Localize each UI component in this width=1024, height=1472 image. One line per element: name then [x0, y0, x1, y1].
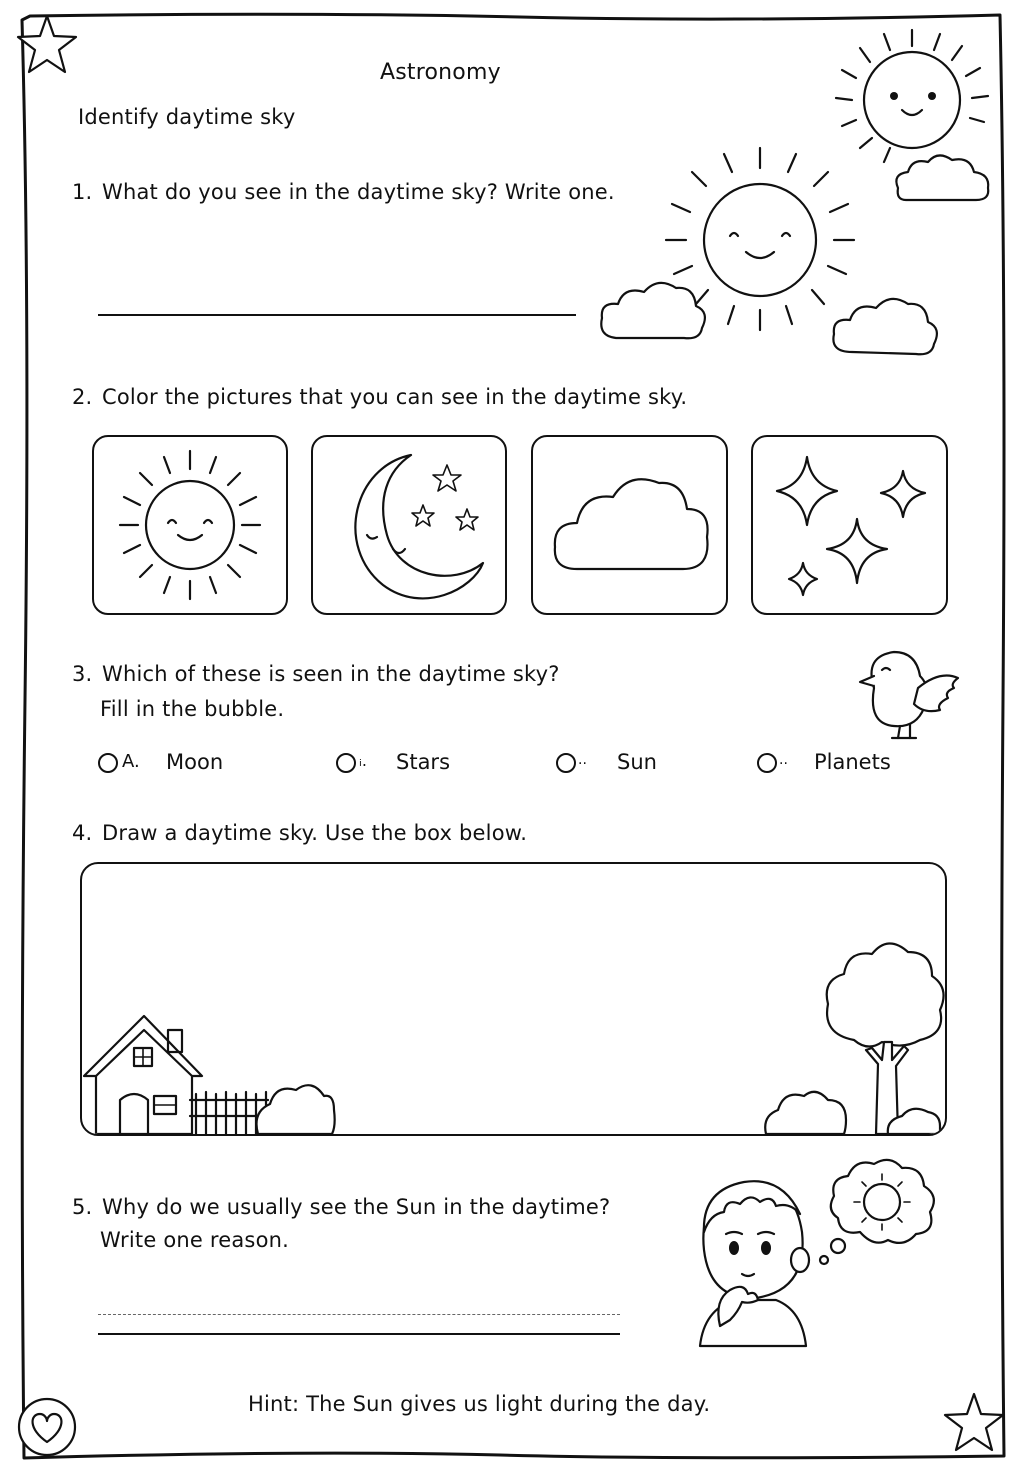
corner-heart-icon: [14, 1394, 80, 1460]
bubble[interactable]: [98, 753, 118, 773]
answer-guide-line-5: [98, 1314, 620, 1315]
page-subtitle: Identify daytime sky: [78, 105, 296, 129]
question-3: 3. Which of these is seen in the daytime sky?: [72, 662, 560, 686]
bird-icon: [854, 648, 964, 744]
question-2: 2. Color the pictures that you can see in the daytime sky.: [72, 385, 688, 409]
question-1: 1. What do you see in the daytime sky? Write one.: [72, 180, 615, 204]
question-5-instruction: Write one reason.: [100, 1228, 290, 1252]
question-4: 4. Draw a daytime sky. Use the box below.: [72, 821, 528, 845]
question-3-instruction: Fill in the bubble.: [100, 697, 285, 721]
thinking-boy-icon: [690, 1150, 950, 1350]
answer-line-1[interactable]: [98, 314, 576, 316]
bubble[interactable]: [336, 753, 356, 773]
tree-icon: [765, 943, 943, 1134]
house-scene-illustration: [82, 864, 945, 1134]
option-a[interactable]: A. Moon: [98, 750, 298, 780]
house-icon: [84, 1016, 202, 1134]
picture-box-stars[interactable]: [751, 435, 948, 615]
picture-box-cloud[interactable]: [531, 435, 728, 615]
picture-box-sun[interactable]: [92, 435, 288, 615]
hint-text: Hint: The Sun gives us light during the day.: [248, 1392, 711, 1416]
sun-with-clouds-icon: [596, 146, 940, 360]
bubble[interactable]: [757, 753, 777, 773]
option-b[interactable]: ᵢ. Stars: [336, 750, 536, 780]
stars-icon: [753, 437, 946, 613]
corner-star-icon: [940, 1390, 1008, 1456]
moon-icon: [313, 437, 505, 613]
option-c[interactable]: .. Sun: [556, 750, 756, 780]
corner-star-icon: [14, 12, 80, 78]
answer-line-5[interactable]: [98, 1333, 620, 1335]
sun-icon: [94, 437, 286, 613]
picture-box-moon[interactable]: [311, 435, 507, 615]
question-5: 5. Why do we usually see the Sun in the daytime?: [72, 1195, 611, 1219]
option-d[interactable]: .. Planets: [757, 750, 957, 780]
page-title: Astronomy: [380, 60, 501, 85]
bubble[interactable]: [556, 753, 576, 773]
drawing-box[interactable]: [80, 862, 947, 1136]
cloud-icon: [533, 437, 726, 613]
